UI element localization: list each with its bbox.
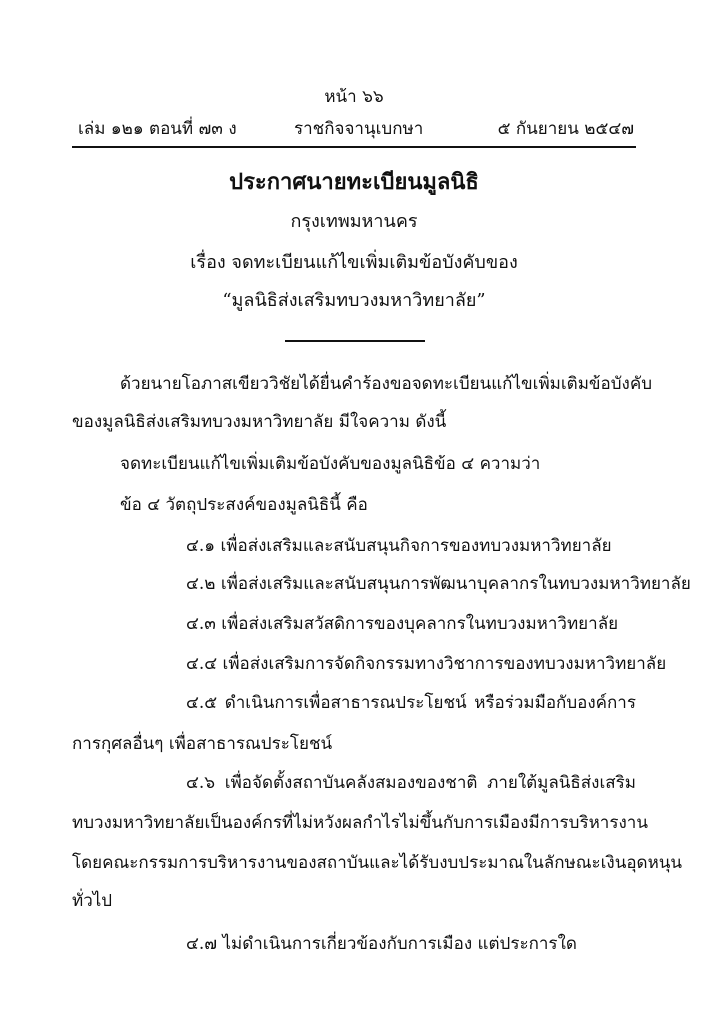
- objective-item-4-5-continuation: การกุศลอื่นๆ เพื่อสาธารณประโยชน์: [72, 734, 333, 754]
- page-number: หน้า ๖๖: [324, 87, 384, 107]
- item-text: ดำเนินการเพื่อสาธารณประโยชน์: [224, 693, 467, 713]
- announcement-title: ประกาศนายทะเบียนมูลนิธิ: [229, 169, 479, 195]
- objective-item-4-3: ๔.๓ เพื่อส่งเสริมสวัสดิการของบุคลากรในทบวงมหาวิทยาลัย: [186, 614, 619, 634]
- objective-item-4-7: ๔.๗ ไม่ดำเนินการเกี่ยวข้องกับการเมือง แต่ประการใด: [186, 934, 577, 954]
- item-text: ทบวงมหาวิทยาลัย: [72, 813, 205, 833]
- publication-date: ๕ กันยายน ๒๕๔๗: [497, 119, 634, 139]
- item-text: หรือร่วมมือกับองค์การ: [474, 693, 636, 713]
- intro-word: เขียววิชัย: [232, 374, 301, 394]
- announcement-subject: เรื่อง จดทะเบียนแก้ไขเพิ่มเติมข้อบังคับของ: [190, 252, 518, 273]
- item-text: มีการบริหารงาน: [528, 813, 648, 833]
- foundation-name: “มูลนิธิส่งเสริมทบวงมหาวิทยาลัย”: [222, 290, 486, 311]
- heading-divider: [285, 340, 425, 342]
- intro-paragraph-line2: ของมูลนิธิส่งเสริมทบวงมหาวิทยาลัย มีใจความ ดังนี้: [72, 412, 447, 432]
- objective-item-4-5: [186, 692, 636, 714]
- item-text: ภายใต้มูลนิธิส่งเสริม: [487, 773, 636, 793]
- objective-item-4-1: ๔.๑ เพื่อส่งเสริมและสนับสนุนกิจการของทบวงมหาวิทยาลัย: [186, 536, 612, 556]
- objective-item-4-6-continuation-3: ทั่วไป: [72, 891, 113, 911]
- objective-item-4-6: [186, 772, 636, 794]
- item-number: ๔.๕: [186, 693, 218, 713]
- objective-item-4-4: ๔.๔ เพื่อส่งเสริมการจัดกิจกรรมทางวิชาการของทบวงมหาวิทยาลัย: [186, 654, 667, 674]
- registration-statement: จดทะเบียนแก้ไขเพิ่มเติมข้อบังคับของมูลนิธิข้อ ๔ ความว่า: [120, 454, 541, 474]
- intro-paragraph-line1: [120, 373, 653, 395]
- volume-issue: เล่ม ๑๒๑ ตอนที่ ๗๓ ง: [78, 119, 237, 139]
- intro-word: นายโอภาส: [150, 374, 233, 394]
- intro-word: ด้วย: [120, 374, 151, 394]
- clause-heading: ข้อ ๔ วัตถุประสงค์ของมูลนิธินี้ คือ: [120, 495, 368, 515]
- item-text: เพื่อจัดตั้งสถาบันคลังสมองของชาติ: [224, 773, 478, 793]
- item-number: ๔.๖: [186, 773, 216, 793]
- item-text: และได้รับงบประมาณในลักษณะเงินอุดหนุน: [369, 853, 683, 873]
- objective-item-4-6-continuation-2: [72, 852, 683, 874]
- objective-item-4-6-continuation-1: [72, 812, 648, 834]
- item-text: เป็นองค์กรที่ไม่หวังผลกำไร: [204, 813, 400, 833]
- header-rule: [72, 146, 636, 148]
- objective-item-4-2: ๔.๒ เพื่อส่งเสริมและสนับสนุนการพัฒนาบุคลากรในทบวงมหาวิทยาลัย: [186, 574, 691, 594]
- announcement-location: กรุงเทพมหานคร: [290, 211, 418, 232]
- item-text: ไม่ขึ้นกับการเมือง: [399, 813, 529, 833]
- item-text: โดยคณะกรรมการบริหารงานของสถาบัน: [72, 853, 370, 873]
- intro-word: ได้ยื่นคำร้องขอจดทะเบียนแก้ไขเพิ่มเติมข้อบังคับ: [300, 374, 653, 394]
- gazette-name: ราชกิจจานุเบกษา: [294, 119, 424, 139]
